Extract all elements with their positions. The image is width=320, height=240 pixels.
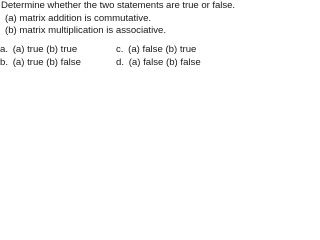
question-prompt: Determine whether the two statements are true or false. [1,0,236,11]
choice-d[interactable] [116,56,200,69]
choice-c[interactable] [116,43,200,56]
choice-a-label: a. [0,44,9,55]
question-block [1,0,236,38]
choice-c-label: c. [116,44,124,55]
statement-a: (a) matrix addition is commutative. [5,12,152,24]
choice-b-text: (a) true (b) false [12,57,81,68]
choice-a[interactable] [0,43,116,56]
choice-b[interactable] [0,56,116,69]
answer-choices [0,43,200,69]
statement-b: (b) matrix multiplication is associative. [5,25,167,36]
choice-d-text: (a) false (b) false [128,57,201,68]
choice-b-label: b. [0,57,9,68]
choice-d-label: d. [116,57,125,68]
choice-a-text: (a) true (b) true [12,44,78,55]
choice-c-text: (a) false (b) true [128,44,197,55]
